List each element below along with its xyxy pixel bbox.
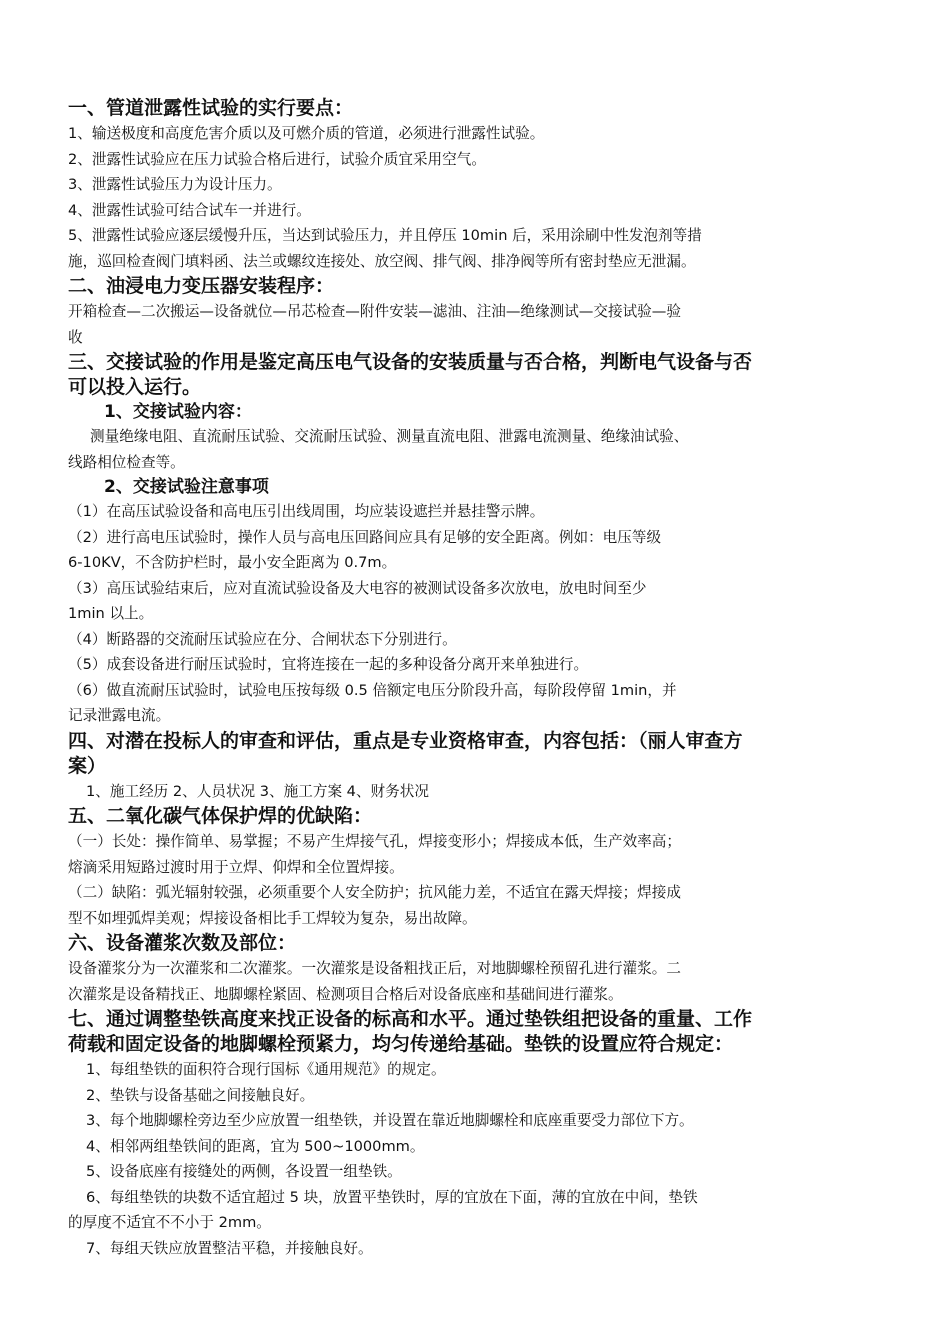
section-5-line-4: 型不如埋弧焊美观；焊接设备相比手工焊较为复杂，易出故障。	[68, 909, 477, 927]
section-6-title: 六、设备灌浆次数及部位：	[68, 932, 297, 954]
section-3-note-2a: （2）进行高电压试验时，操作人员与高电压回路间应具有足够的安全距离。例如：电压等级	[68, 528, 662, 546]
section-3-sub-1-line-1: 测量绝缘电阻、直流耐压试验、交流耐压试验、测量直流电阻、泄露电流测量、绝缘油试验、	[90, 428, 689, 445]
section-4-title-line-2: 案）	[68, 754, 107, 777]
section-3-note-3b: 1min 以上。	[68, 605, 154, 622]
section-1-item-5b: 施，巡回检查阀门填料函、法兰或螺纹连接处、放空阀、排气阀、排净阀等所有密封垫应无泄漏。	[68, 252, 696, 270]
section-2-title: 二、油浸电力变压器安装程序：	[68, 275, 335, 297]
section-3-note-5: （5）成套设备进行耐压试验时，宜将连接在一起的多种设备分离开来单独进行。	[68, 656, 589, 673]
section-1-item-1: 1、输送极度和高度危害介质以及可燃介质的管道，必须进行泄露性试验。	[68, 125, 545, 142]
section-7-item-6b: 的厚度不适宜不不小于 2mm。	[68, 1214, 271, 1231]
section-1-item-2: 2、泄露性试验应在压力试验合格后进行，试验介质宜采用空气。	[68, 150, 486, 168]
section-2-line-1: 开箱检查—二次搬运—设备就位—吊芯检查—附件安装—滤油、注油—绝缘测试—交接试验—验	[68, 303, 681, 320]
section-7-item-5: 5、设备底座有接缝处的两侧，各设置一组垫铁。	[86, 1163, 402, 1180]
section-5-line-1: （一）长处：操作简单、易掌握；不易产生焊接气孔，焊接变形小；焊接成本低，生产效率高；	[68, 833, 681, 850]
section-5-title: 五、二氧化碳气体保护焊的优缺陷：	[68, 805, 373, 827]
section-7-item-1: 1、每组垫铁的面积符合现行国标《通用规范》的规定。	[86, 1061, 446, 1078]
section-3-note-2b: 6-10KV，不含防护栏时，最小安全距离为 0.7m。	[68, 554, 397, 571]
section-3-sub-1-title: 1、交接试验内容：	[104, 402, 252, 422]
section-1-item-4: 4、泄露性试验可结合试车一并进行。	[68, 201, 311, 219]
section-7-item-3: 3、每个地脚螺栓旁边至少应放置一组垫铁，并设置在靠近地脚螺栓和底座重要受力部位下方。	[86, 1112, 694, 1129]
section-3-note-6a: （6）做直流耐压试验时，试验电压按每级 0.5 倍额定电压分阶段升高，每阶段停留 1min，并	[68, 681, 677, 699]
section-3-title-line-1: 三、交接试验的作用是鉴定高压电气设备的安装质量与否合格，判断电气设备与否	[68, 351, 753, 373]
section-4-title-line-1: 四、对潜在投标人的审查和评估，重点是专业资格审查，内容包括：（丽人审查方	[68, 729, 743, 752]
section-7-title-line-1: 七、通过调整垫铁高度来找正设备的标高和水平。通过垫铁组把设备的重量、工作	[68, 1008, 753, 1030]
section-5-line-3: （二）缺陷：弧光辐射较强，必须重要个人安全防护；抗风能力差，不适宜在露天焊接；焊接成	[68, 884, 681, 901]
section-4-line-1: 1、施工经历 2、人员状况 3、施工方案 4、财务状况	[86, 782, 429, 800]
section-7-item-6a: 6、每组垫铁的块数不适宜超过 5 块，放置平垫铁时，厚的宜放在下面，薄的宜放在中间，垫铁	[86, 1188, 698, 1206]
section-3-note-6b: 记录泄露电流。	[68, 707, 171, 724]
section-1-item-3: 3、泄露性试验压力为设计压力。	[68, 176, 282, 193]
section-7-item-4: 4、相邻两组垫铁间的距离，宜为 500~1000mm。	[86, 1137, 425, 1155]
section-3-sub-1-line-2: 线路相位检查等。	[68, 453, 185, 471]
section-7-title-line-2: 荷载和固定设备的地脚螺栓预紧力，均匀传递给基础。垫铁的设置应符合规定：	[68, 1033, 734, 1055]
section-1-item-5a: 5、泄露性试验应逐层缓慢升压，当达到试验压力，并且停压 10min 后，采用涂刷中性发泡剂等措	[68, 227, 702, 244]
section-6-line-2: 次灌浆是设备精找正、地脚螺栓紧固、检测项目合格后对设备底座和基础间进行灌浆。	[68, 985, 623, 1003]
section-2-line-2: 收	[68, 328, 83, 346]
section-3-note-3a: （3）高压试验结束后，应对直流试验设备及大电容的被测试设备多次放电，放电时间至少	[68, 579, 647, 597]
section-3-title-line-2: 可以投入运行。	[68, 376, 202, 398]
section-6-line-1: 设备灌浆分为一次灌浆和二次灌浆。一次灌浆是设备粗找正后，对地脚螺栓预留孔进行灌浆。二	[68, 960, 681, 977]
document-page	[68, 96, 888, 1261]
section-1-title: 一、管道泄露性试验的实行要点：	[68, 97, 354, 119]
section-3-sub-2-title: 2、交接试验注意事项	[104, 477, 269, 497]
section-7-item-2: 2、垫铁与设备基础之间接触良好。	[86, 1086, 315, 1104]
section-3-note-4: （4）断路器的交流耐压试验应在分、合闸状态下分别进行。	[68, 630, 457, 648]
section-7-item-7: 7、每组天铁应放置整洁平稳，并接触良好。	[86, 1239, 373, 1257]
section-3-note-1: （1）在高压试验设备和高电压引出线周围，均应装设遮拦并悬挂警示牌。	[68, 503, 545, 520]
section-5-line-2: 熔滴采用短路过渡时用于立焊、仰焊和全位置焊接。	[68, 858, 404, 876]
